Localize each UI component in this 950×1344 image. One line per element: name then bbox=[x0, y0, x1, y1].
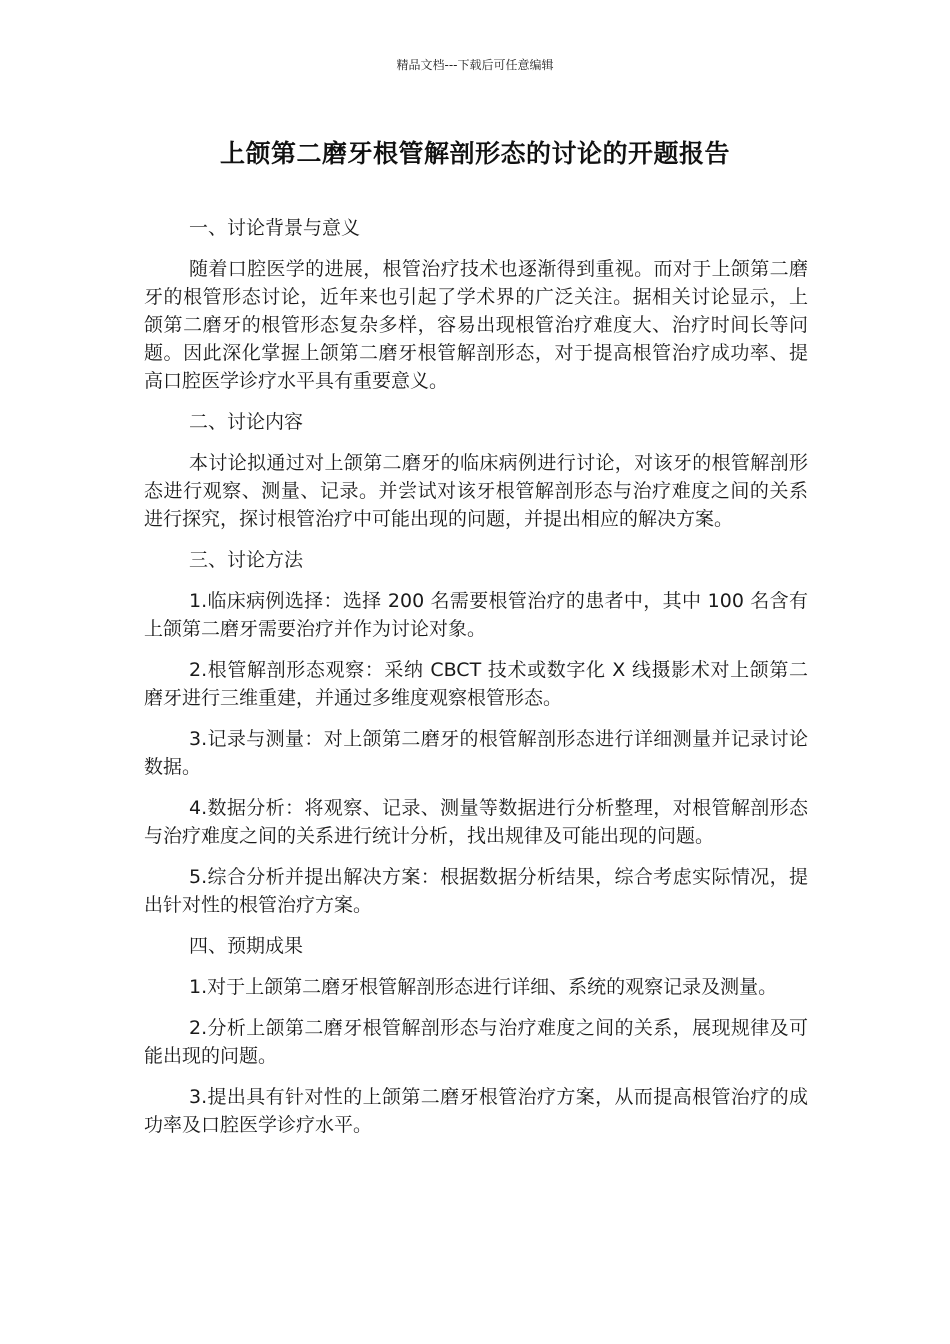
method-item-1: 1.临床病例选择：选择 200 名需要根管治疗的患者中，其中 100 名含有上颌第二磨牙需要治疗并作为讨论对象。 bbox=[144, 590, 808, 640]
section-heading-outcomes: 四、预期成果 bbox=[189, 935, 304, 957]
paragraph-background: 随着口腔医学的进展，根管治疗技术也逐渐得到重视。而对于上颌第二磨牙的根管形态讨论，近年来也引起了学术界的广泛关注。据相关讨论显示，上颌第二磨牙的根管形态复杂多样，容易出现根管治疗难度大、治疗时间长等问题。因此深化掌握上颌第二磨牙根管解剖形态，对于提高根管治疗成功率、提高口腔医学诊疗水平具有重要意义。 bbox=[144, 258, 808, 392]
method-item-3: 3.记录与测量：对上颌第二磨牙的根管解剖形态进行详细测量并记录讨论数据。 bbox=[144, 728, 808, 778]
outcome-item-2: 2.分析上颌第二磨牙根管解剖形态与治疗难度之间的关系，展现规律及可能出现的问题。 bbox=[144, 1017, 808, 1067]
paragraph-content: 本讨论拟通过对上颌第二磨牙的临床病例进行讨论，对该牙的根管解剖形态进行观察、测量、记录。并尝试对该牙根管解剖形态与治疗难度之间的关系进行探究，探讨根管治疗中可能出现的问题，并提出相应的解决方案。 bbox=[144, 452, 808, 530]
method-item-2: 2.根管解剖形态观察：采纳 CBCT 技术或数字化 X 线摄影术对上颌第二磨牙进行三维重建，并通过多维度观察根管形态。 bbox=[144, 659, 808, 709]
outcome-item-1: 1.对于上颌第二磨牙根管解剖形态进行详细、系统的观察记录及测量。 bbox=[189, 976, 778, 998]
running-header: 精品文档---下载后可任意编辑 bbox=[396, 58, 554, 72]
method-item-4: 4.数据分析：将观察、记录、测量等数据进行分析整理，对根管解剖形态与治疗难度之间的关系进行统计分析，找出规律及可能出现的问题。 bbox=[144, 797, 808, 847]
section-heading-background: 一、讨论背景与意义 bbox=[189, 217, 361, 239]
method-item-5: 5.综合分析并提出解决方案：根据数据分析结果，综合考虑实际情况，提出针对性的根管治疗方案。 bbox=[144, 866, 808, 916]
section-heading-content: 二、讨论内容 bbox=[189, 411, 304, 433]
document-body bbox=[144, 214, 808, 1152]
document-title: 上颌第二磨牙根管解剖形态的讨论的开题报告 bbox=[219, 139, 730, 168]
section-heading-method: 三、讨论方法 bbox=[189, 549, 304, 571]
outcome-item-3: 3.提出具有针对性的上颌第二磨牙根管治疗方案，从而提高根管治疗的成功率及口腔医学诊疗水平。 bbox=[144, 1086, 808, 1136]
